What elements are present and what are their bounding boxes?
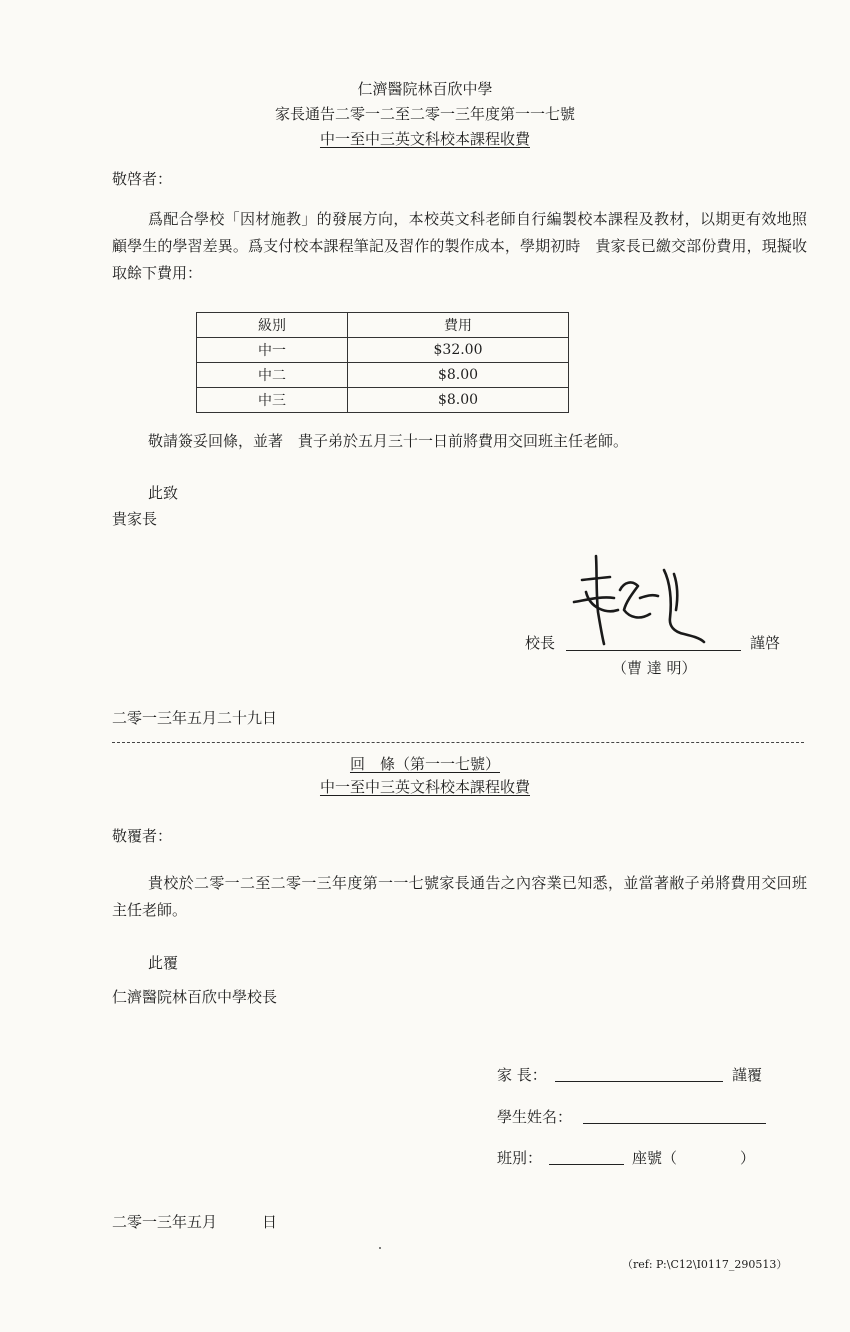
principal-name: （曹 達 明） <box>612 659 697 677</box>
class-label: 班別： <box>497 1149 543 1167</box>
payment-request: 敬請簽妥回條，並著 貴子弟於五月三十一日前將費用交回班主任老師。 <box>148 432 629 450</box>
parent-label: 家 長： <box>497 1066 547 1084</box>
letter-salutation: 敬啓者： <box>112 170 173 188</box>
reply-date: 二零一三年五月 日 <box>112 1213 278 1231</box>
fee-table <box>196 312 569 413</box>
letter-date: 二零一三年五月二十九日 <box>112 709 278 727</box>
reply-subject <box>0 776 850 797</box>
row-fee: $8.00 <box>348 363 569 388</box>
scan-speck <box>379 1247 381 1249</box>
student-name-label: 學生姓名： <box>497 1108 573 1126</box>
seat-close: ） <box>740 1149 756 1167</box>
notice-number: 家長通告二零一二至二零一三年度第一一七號 <box>274 105 575 123</box>
parent-signature-field[interactable] <box>555 1081 723 1082</box>
reply-subject-text: 中一至中三英文科校本課程收費 <box>319 778 530 796</box>
principal-signature-icon <box>566 552 706 652</box>
letter-closing: 此致 <box>148 484 179 502</box>
class-field[interactable] <box>549 1164 624 1165</box>
tear-line <box>112 742 804 743</box>
header-fee: 費用 <box>348 313 569 338</box>
letter-body: 爲配合學校「因材施教」的發展方向，本校英文科老師自行編製校本課程及教材，以期更有效地照顧學生的學習差異。爲支付校本課程筆記及習作的製作成本，學期初時 貴家長已繳交部份費用，現擬收取餘下費用： <box>112 210 807 282</box>
principal-label: 校長 <box>525 634 556 652</box>
parent-respect: 謹覆 <box>732 1066 763 1084</box>
row-fee: $8.00 <box>348 388 569 413</box>
principal-respect: 謹啓 <box>750 634 781 652</box>
reference-code: （ref: P:\C12\I0117_290513） <box>622 1258 788 1271</box>
row-level: 中三 <box>197 388 348 413</box>
student-name-field[interactable] <box>583 1123 766 1124</box>
row-level: 中一 <box>197 338 348 363</box>
table-row <box>197 363 569 388</box>
school-name: 仁濟醫院林百欣中學 <box>357 80 493 98</box>
reply-recipient: 仁濟醫院林百欣中學校長 <box>112 988 278 1006</box>
row-fee: $32.00 <box>348 338 569 363</box>
letter-recipient: 貴家長 <box>112 510 158 528</box>
reply-title-text: 回 條（第一一七號） <box>349 755 500 773</box>
header-level: 級別 <box>197 313 348 338</box>
table-row <box>197 388 569 413</box>
seat-label: 座號（ <box>632 1149 678 1167</box>
row-level: 中二 <box>197 363 348 388</box>
notice-subject-text: 中一至中三英文科校本課程收費 <box>319 130 530 148</box>
reply-closing: 此覆 <box>148 954 179 972</box>
reply-salutation: 敬覆者： <box>112 827 173 845</box>
reply-body: 貴校於二零一二至二零一三年度第一一七號家長通告之內容業已知悉，並當著敝子弟將費用交回班主任老師。 <box>112 874 807 919</box>
fee-table-header <box>197 313 569 338</box>
table-row <box>197 338 569 363</box>
reply-title <box>0 753 850 774</box>
notice-subject <box>0 128 850 149</box>
